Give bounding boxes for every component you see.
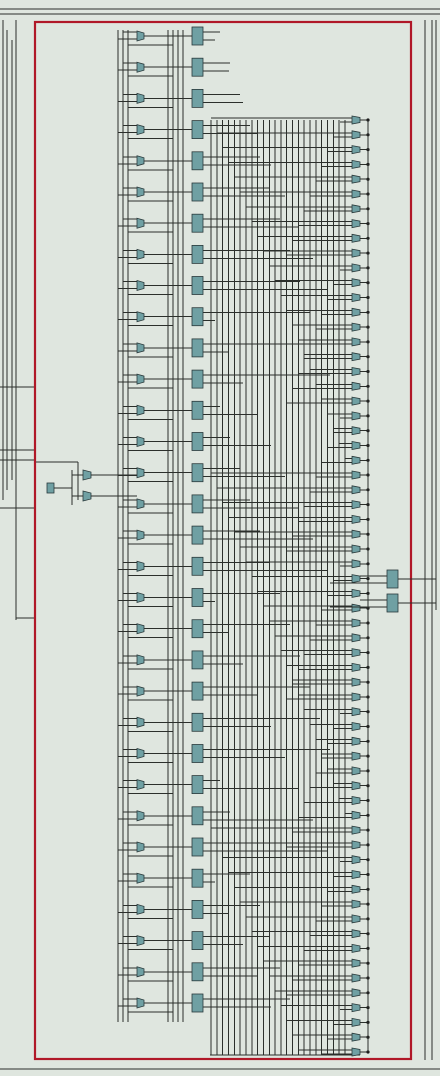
register-block bbox=[192, 245, 203, 263]
mux-gate bbox=[352, 264, 360, 272]
register-block bbox=[192, 994, 203, 1012]
mux-gate bbox=[352, 767, 360, 775]
mux-gate bbox=[352, 116, 360, 124]
register-block bbox=[192, 58, 203, 76]
mux-gate bbox=[137, 936, 144, 946]
mux-gate bbox=[352, 175, 360, 183]
register-block bbox=[192, 152, 203, 170]
mux-gate bbox=[137, 873, 144, 883]
mux-gate bbox=[352, 678, 360, 686]
register-block bbox=[192, 339, 203, 357]
mux-gate bbox=[137, 811, 144, 821]
mux-gate bbox=[352, 530, 360, 538]
mux-gate bbox=[352, 900, 360, 908]
mux-gate bbox=[352, 131, 360, 139]
register-block bbox=[192, 932, 203, 950]
mux-gate bbox=[352, 871, 360, 879]
mux-gate bbox=[352, 634, 360, 642]
mux-gate bbox=[352, 412, 360, 420]
register-block bbox=[192, 526, 203, 544]
mux-gate bbox=[352, 649, 360, 657]
mux-gate bbox=[137, 842, 144, 852]
mux-gate bbox=[352, 589, 360, 597]
mux-gate bbox=[352, 323, 360, 331]
mux-gate bbox=[352, 811, 360, 819]
mux-gate bbox=[137, 780, 144, 790]
mux-gate bbox=[137, 31, 144, 41]
mux-gate bbox=[352, 693, 360, 701]
decoder-gate bbox=[83, 491, 91, 501]
mux-gate bbox=[352, 545, 360, 553]
mux-gate bbox=[352, 782, 360, 790]
register-block bbox=[192, 370, 203, 388]
mux-gate bbox=[352, 560, 360, 568]
register-block bbox=[192, 713, 203, 731]
register-block bbox=[192, 745, 203, 763]
mux-gate bbox=[352, 944, 360, 952]
mux-gate bbox=[352, 205, 360, 213]
register-block bbox=[192, 776, 203, 794]
mux-gate bbox=[137, 437, 144, 447]
mux-gate bbox=[352, 234, 360, 242]
register-block bbox=[192, 900, 203, 918]
mux-gate bbox=[352, 663, 360, 671]
mux-gate bbox=[137, 749, 144, 759]
mux-gate bbox=[137, 62, 144, 72]
register-block bbox=[192, 495, 203, 513]
mux-gate bbox=[137, 967, 144, 977]
mux-gate bbox=[352, 737, 360, 745]
register-block bbox=[192, 682, 203, 700]
mux-gate bbox=[352, 397, 360, 405]
mux-gate bbox=[352, 308, 360, 316]
mux-gate bbox=[352, 915, 360, 923]
mux-gate bbox=[352, 471, 360, 479]
mux-gate bbox=[352, 294, 360, 302]
mux-gate bbox=[352, 885, 360, 893]
mux-gate bbox=[137, 249, 144, 259]
mux-gate bbox=[352, 841, 360, 849]
mux-gate bbox=[137, 499, 144, 509]
mux-gate bbox=[352, 723, 360, 731]
register-block bbox=[192, 589, 203, 607]
mux-gate bbox=[352, 427, 360, 435]
mux-gate bbox=[137, 187, 144, 197]
decoder-gate bbox=[83, 470, 91, 480]
mux-gate bbox=[137, 218, 144, 228]
mux-gate bbox=[352, 486, 360, 494]
mux-gate bbox=[352, 619, 360, 627]
mux-gate bbox=[137, 281, 144, 291]
mux-gate bbox=[352, 826, 360, 834]
mux-gate bbox=[137, 374, 144, 384]
mux-gate bbox=[352, 515, 360, 523]
mux-gate bbox=[137, 593, 144, 603]
mux-gate bbox=[352, 974, 360, 982]
register-block bbox=[192, 89, 203, 107]
register-block bbox=[192, 277, 203, 295]
mux-gate bbox=[352, 604, 360, 612]
mux-gate bbox=[352, 338, 360, 346]
mux-gate bbox=[137, 686, 144, 696]
mux-gate bbox=[137, 717, 144, 727]
mux-gate bbox=[137, 530, 144, 540]
mux-gate bbox=[352, 1033, 360, 1041]
mux-gate bbox=[137, 312, 144, 322]
register-block bbox=[192, 433, 203, 451]
mux-gate bbox=[352, 368, 360, 376]
register-block bbox=[192, 27, 203, 45]
mux-gate bbox=[137, 93, 144, 103]
register-block bbox=[192, 869, 203, 887]
register-block bbox=[192, 401, 203, 419]
mux-gate bbox=[352, 220, 360, 228]
mux-gate bbox=[352, 959, 360, 967]
register-block bbox=[387, 594, 398, 612]
mux-gate bbox=[137, 561, 144, 571]
mux-gate bbox=[352, 1048, 360, 1056]
register-block bbox=[192, 963, 203, 981]
mux-gate bbox=[352, 249, 360, 257]
mux-gate bbox=[352, 442, 360, 450]
mux-gate bbox=[352, 353, 360, 361]
mux-gate bbox=[352, 160, 360, 168]
mux-gate bbox=[137, 998, 144, 1008]
mux-gate bbox=[137, 125, 144, 135]
register-block bbox=[192, 308, 203, 326]
mux-gate bbox=[137, 655, 144, 665]
mux-gate bbox=[137, 343, 144, 353]
mux-gate bbox=[137, 156, 144, 166]
mux-gate bbox=[352, 797, 360, 805]
mux-gate bbox=[352, 382, 360, 390]
mux-gate bbox=[137, 904, 144, 914]
mux-gate bbox=[137, 468, 144, 478]
register-block bbox=[192, 557, 203, 575]
mux-gate bbox=[137, 624, 144, 634]
mux-gate bbox=[137, 405, 144, 415]
mux-gate bbox=[352, 930, 360, 938]
register-block bbox=[192, 214, 203, 232]
mux-gate bbox=[352, 752, 360, 760]
register-block bbox=[192, 620, 203, 638]
mux-gate bbox=[352, 575, 360, 583]
register-block bbox=[192, 651, 203, 669]
mux-gate bbox=[352, 708, 360, 716]
register-block bbox=[387, 570, 398, 588]
register-block bbox=[192, 183, 203, 201]
mux-gate bbox=[352, 190, 360, 198]
mux-gate bbox=[352, 456, 360, 464]
mux-gate bbox=[352, 1018, 360, 1026]
mux-gate bbox=[352, 1004, 360, 1012]
mux-gate bbox=[352, 279, 360, 287]
register-block bbox=[192, 807, 203, 825]
mux-gate bbox=[352, 501, 360, 509]
register-block bbox=[192, 121, 203, 139]
register-block bbox=[192, 464, 203, 482]
mux-gate bbox=[352, 146, 360, 154]
register-block bbox=[192, 838, 203, 856]
mux-gate bbox=[352, 856, 360, 864]
mux-gate bbox=[352, 989, 360, 997]
decoder-input-block bbox=[47, 483, 54, 493]
